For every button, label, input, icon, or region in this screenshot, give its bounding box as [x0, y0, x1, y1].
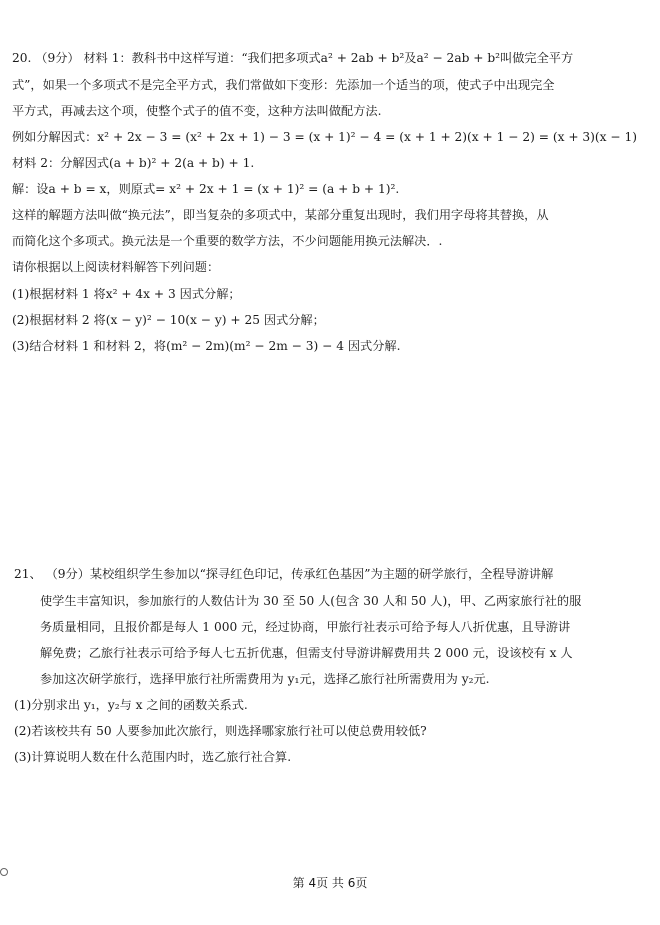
- q20-part-1: (1)根据材料 1 将x² + 4x + 3 因式分解；: [12, 287, 241, 301]
- q20-part-3: (3)结合材料 1 和材料 2，将(m² − 2m)(m² − 2m − 3) − 4 因式分解.: [12, 339, 401, 353]
- q20-example-line: 例如分解因式：x² + 2x − 3 = (x² + 2x + 1) − 3 = (x + 1)² − 4 = (x + 1 + 2)(x + 1 − 2) = (x + 3)(x − 1): [12, 130, 638, 144]
- q21-part-1: (1)分别求出 y₁，y₂与 x 之间的函数关系式.: [14, 698, 248, 712]
- q21-line-5: 参加这次研学旅行，选择甲旅行社所需费用为 y₁元，选择乙旅行社所需费用为 y₂元.: [40, 672, 490, 686]
- q21-line-3: 务质量相同，且报价都是每人 1 000 元，经过协商，甲旅行社表示可给予每人八折优惠，且导游讲: [40, 620, 571, 634]
- q21-line-4: 解免费；乙旅行社表示可给予每人七五折优惠，但需支付导游讲解费用共 2 000 元，设该校有 x 人: [40, 646, 573, 660]
- q20-part-2: (2)根据材料 2 将(x − y)² − 10(x − y) + 25 因式分解；: [12, 313, 325, 327]
- q20-instructions: 请你根据以上阅读材料解答下列问题：: [12, 260, 220, 274]
- q21-part-2: (2)若该校共有 50 人要参加此次旅行，则选择哪家旅行社可以使总费用较低?: [14, 724, 427, 738]
- q21-part-3: (3)计算说明人数在什么范围内时，选乙旅行社合算.: [14, 750, 292, 764]
- q20-line-1: 20. （9分） 材料 1：教科书中这样写道：“我们把多项式a² + 2ab + b²及a² − 2ab + b²叫做完全平方: [12, 51, 574, 65]
- q20-solution: 解：设a + b = x，则原式= x² + 2x + 1 = (x + 1)² = (a + b + 1)².: [12, 182, 400, 196]
- q20-line-8: 而简化这个多项式。换元法是一个重要的数学方法，不少问题能用换元法解决．.: [12, 234, 443, 248]
- q21-line-2: 使学生丰富知识，参加旅行的人数估计为 30 至 50 人(包含 30 人和 50 人)，甲、乙两家旅行社的服: [40, 594, 582, 608]
- q20-line-3: 平方式，再减去这个项，使整个式子的值不变，这种方法叫做配方法.: [12, 104, 382, 118]
- q20-line-2: 式”，如果一个多项式不是完全平方式，我们常做如下变形：先添加一个适当的项，使式子中出现完全: [12, 78, 555, 92]
- q20-line-7: 这样的解题方法叫做“换元法”，即当复杂的多项式中，某部分重复出现时，我们用字母将其替换，从: [12, 208, 549, 222]
- q20-material-2: 材料 2：分解因式(a + b)² + 2(a + b) + 1.: [12, 156, 255, 170]
- page-number-footer: 第 4页 共 6页: [292, 876, 368, 890]
- q21-line-1: 21、 （9分）某校组织学生参加以“探寻红色印记，传承红色基因”为主题的研学旅行，全程导游讲解: [14, 567, 554, 581]
